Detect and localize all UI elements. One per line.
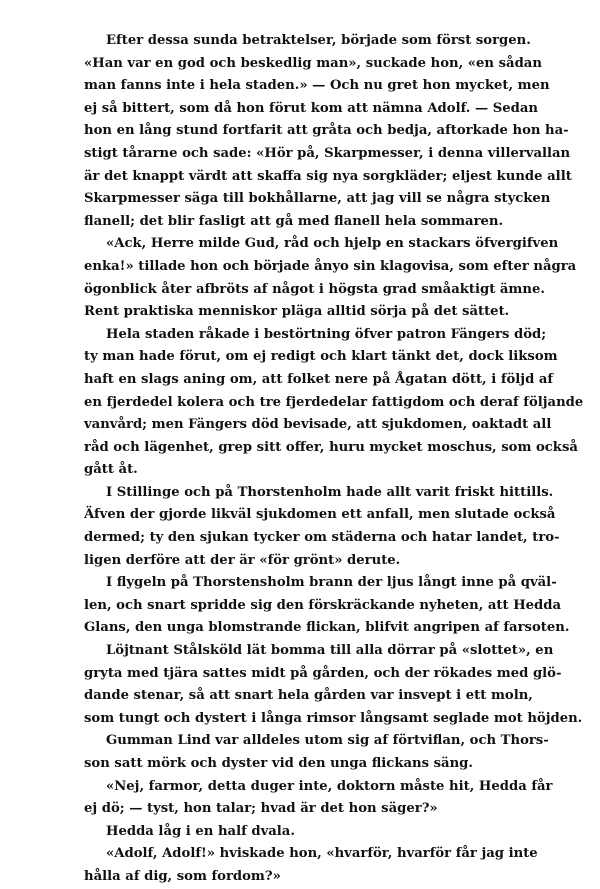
- text-line: man fanns inte i hela staden.» — Och nu gret hon mycket, men: [84, 78, 550, 94]
- text-line: ej dö; — tyst, hon talar; hvad är det hon säger?»: [84, 801, 438, 817]
- text-line: Rent praktiska menniskor pläga alltid sörja på det sättet.: [84, 304, 510, 320]
- text-line: Skarpmesser säga till bokhållarne, att jag vill se några stycken: [84, 191, 551, 207]
- text-line: Hedda låg i en half dvala.: [106, 823, 295, 839]
- text-line: gryta med tjära sattes midt på gården, och der rökades med glö-: [84, 665, 562, 681]
- text-line: flanell; det blir fasligt att gå med flanell hela sommaren.: [84, 213, 504, 229]
- text-line: är det knappt värdt att skaffa sig nya sorgkläder; eljest kunde allt: [84, 168, 572, 184]
- text-line: Hela staden råkade i bestörtning öfver patron Fängers död;: [106, 326, 547, 342]
- text-line: ögonblick åter afbröts af något i högsta grad småaktigt ämne.: [84, 281, 545, 297]
- text-line: ty man hade förut, om ej redigt och klart tänkt det, dock liksom: [84, 349, 558, 365]
- text-line: gått åt.: [84, 462, 138, 478]
- text-line: enka!» tillade hon och började ånyo sin klagovisa, som efter några: [84, 258, 577, 274]
- text-line: dermed; ty den sjukan tycker om städerna och hatar landet, tro-: [84, 530, 560, 546]
- text-line: stigt tårarne och sade: «Hör på, Skarpmesser, i denna villervallan: [84, 145, 571, 161]
- book-page: [84, 30, 584, 889]
- text-line: dande stenar, så att snart hela gården var insvept i ett moln,: [84, 688, 533, 704]
- text-line: len, och snart spridde sig den förskräckande nyheten, att Hedda: [84, 597, 562, 613]
- text-line: ligen derföre att der är «för grönt» derute.: [84, 552, 401, 568]
- text-line: ej så bittert, som då hon förut kom att nämna Adolf. — Sedan: [84, 100, 539, 116]
- text-line: «Nej, farmor, detta duger inte, doktorn måste hit, Hedda får: [106, 778, 553, 794]
- text-line: «Ack, Herre milde Gud, råd och hjelp en stackars öfvergifven: [106, 236, 559, 252]
- text-line: Äfven der gjorde likväl sjukdomen ett anfall, men slutade också: [84, 507, 556, 523]
- text-line: hon en lång stund fortfarit att gråta och bedja, aftorkade hon ha-: [84, 123, 569, 139]
- text-line: råd och lägenhet, grep sitt offer, huru mycket moschus, som också: [84, 439, 578, 455]
- text-line: en fjerdedel kolera och tre fjerdedelar fattigdom och deraf följande: [84, 394, 584, 410]
- text-line: haft en slags aning om, att folket nere på Ågatan dött, i följd af: [84, 371, 554, 387]
- text-line: Gumman Lind var alldeles utom sig af förtviflan, och Thors-: [106, 733, 549, 749]
- text-line: I Stillinge och på Thorstenholm hade allt varit friskt hittills.: [106, 484, 554, 500]
- text-line: I flygeln på Thorstensholm brann der ljus långt inne på qväl-: [106, 575, 557, 591]
- text-line: som tungt och dystert i långa rimsor långsamt seglade mot höjden.: [84, 710, 583, 726]
- text-line: hålla af dig, som fordom?»: [84, 868, 281, 884]
- text-line: Löjtnant Stålsköld lät bomma till alla dörrar på «slottet», en: [106, 643, 554, 659]
- text-line: Glans, den unga blomstrande flickan, blifvit angripen af farsoten.: [84, 620, 570, 636]
- text-line: son satt mörk och dyster vid den unga flickans säng.: [84, 756, 473, 771]
- text-line: «Han var en god och beskedlig man», suckade hon, «en sådan: [84, 55, 542, 71]
- text-line: Efter dessa sunda betraktelser, började som först sorgen.: [106, 33, 531, 48]
- text-line: vanvård; men Fängers död bevisade, att sjukdomen, oaktadt all: [84, 417, 552, 433]
- text-line: «Adolf, Adolf!» hviskade hon, «hvarför, hvarför får jag inte: [106, 846, 538, 862]
